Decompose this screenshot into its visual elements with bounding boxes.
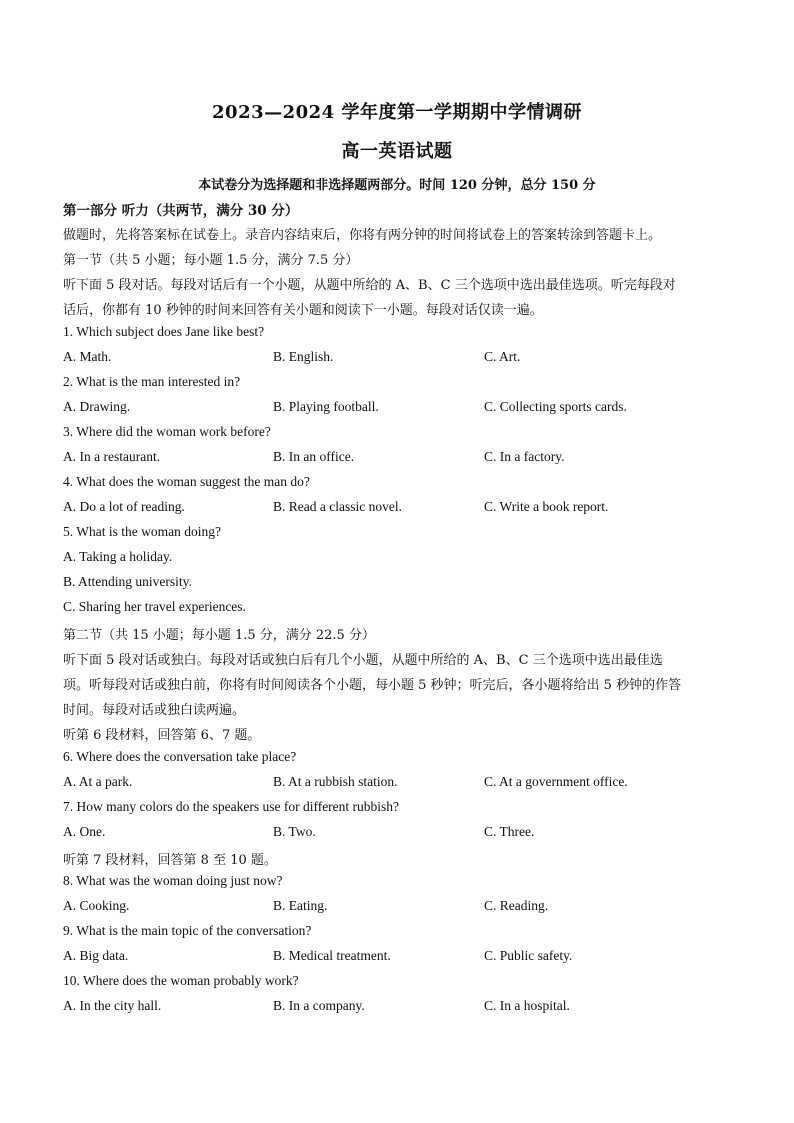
option-b: B. Medical treatment. xyxy=(273,948,391,963)
option-c: C. Write a book report. xyxy=(484,499,609,514)
option-b: B. At a rubbish station. xyxy=(273,774,398,789)
question-stem: 4. What does the woman suggest the man do? xyxy=(63,474,310,489)
section2-directions-3: 时间。每段对话或独白读两遍。 xyxy=(63,703,246,718)
section2-directions-1: 听下面 5 段对话或独白。每段对话或独白后有几个小题，从题中所给的 A、B、C 三个选项中选出最佳选 xyxy=(63,653,663,668)
option-b: B. Two. xyxy=(273,824,316,839)
option-b: B. In an office. xyxy=(273,449,355,464)
option-a: A. Math. xyxy=(63,349,112,364)
option-a: A. One. xyxy=(63,824,106,839)
option-c: C. At a government office. xyxy=(484,774,628,789)
option-a: A. Drawing. xyxy=(63,399,131,414)
option-c: C. Three. xyxy=(484,824,535,839)
question-stem: 3. Where did the woman work before? xyxy=(63,424,271,439)
option-b: B. Attending university. xyxy=(63,574,192,589)
question-stem: 7. How many colors do the speakers use for different rubbish? xyxy=(63,799,400,814)
question-stem: 5. What is the woman doing? xyxy=(63,524,221,539)
exam-instructions: 本试卷分为选择题和非选择题两部分。时间 120 分钟，总分 150 分 xyxy=(198,178,596,193)
section1-directions-1: 听下面 5 段对话。每段对话后有一个小题，从题中所给的 A、B、C 三个选项中选出最佳选项。听完每段对 xyxy=(63,278,676,293)
option-b: B. Eating. xyxy=(273,898,328,913)
option-b: B. Read a classic novel. xyxy=(273,499,402,514)
option-b: B. English. xyxy=(273,349,334,364)
option-a: A. In a restaurant. xyxy=(63,449,161,464)
option-b: B. In a company. xyxy=(273,998,365,1013)
option-b: B. Playing football. xyxy=(273,399,379,414)
section1-directions-2: 话后，你都有 10 秒钟的时间来回答有关小题和阅读下一小题。每段对话仅读一遍。 xyxy=(63,303,543,318)
option-a: A. Do a lot of reading. xyxy=(63,499,185,514)
option-c: C. In a hospital. xyxy=(484,998,570,1013)
option-c: C. Collecting sports cards. xyxy=(484,399,627,414)
option-c: C. Public safety. xyxy=(484,948,573,963)
question-stem: 10. Where does the woman probably work? xyxy=(63,973,299,988)
option-a: A. At a park. xyxy=(63,774,133,789)
option-a: A. Taking a holiday. xyxy=(63,549,173,564)
option-a: A. In the city hall. xyxy=(63,998,162,1013)
exam-title: 2023—2024 学年度第一学期期中学情调研 xyxy=(212,102,582,123)
section2-heading: 第二节（共 15 小题；每小题 1.5 分，满分 22.5 分） xyxy=(63,628,375,643)
material-6-note: 听第 6 段材料，回答第 6、7 题。 xyxy=(63,728,261,743)
question-stem: 1. Which subject does Jane like best? xyxy=(63,324,265,339)
question-stem: 8. What was the woman doing just now? xyxy=(63,873,283,888)
option-c: C. Sharing her travel experiences. xyxy=(63,599,246,614)
part1-intro: 做题时，先将答案标在试卷上。录音内容结束后，你将有两分钟的时间将试卷上的答案转涂到答题卡上。 xyxy=(63,228,662,243)
section2-directions-2: 项。听每段对话或独白前，你将有时间阅读各个小题，每小题 5 秒钟；听完后，各小题将给出 5 秒钟的作答 xyxy=(63,678,682,693)
question-stem: 2. What is the man interested in? xyxy=(63,374,241,389)
section1-heading: 第一节（共 5 小题；每小题 1.5 分，满分 7.5 分） xyxy=(63,253,359,268)
option-c: C. Art. xyxy=(484,349,521,364)
question-stem: 9. What is the main topic of the conversation? xyxy=(63,923,312,938)
question-stem: 6. Where does the conversation take place? xyxy=(63,749,297,764)
option-c: C. In a factory. xyxy=(484,449,565,464)
part1-heading: 第一部分 听力（共两节，满分 30 分） xyxy=(63,203,299,219)
option-c: C. Reading. xyxy=(484,898,549,913)
option-a: A. Cooking. xyxy=(63,898,130,913)
material-7-note: 听第 7 段材料，回答第 8 至 10 题。 xyxy=(63,853,277,868)
exam-subtitle: 高一英语试题 xyxy=(341,141,453,162)
option-a: A. Big data. xyxy=(63,948,129,963)
